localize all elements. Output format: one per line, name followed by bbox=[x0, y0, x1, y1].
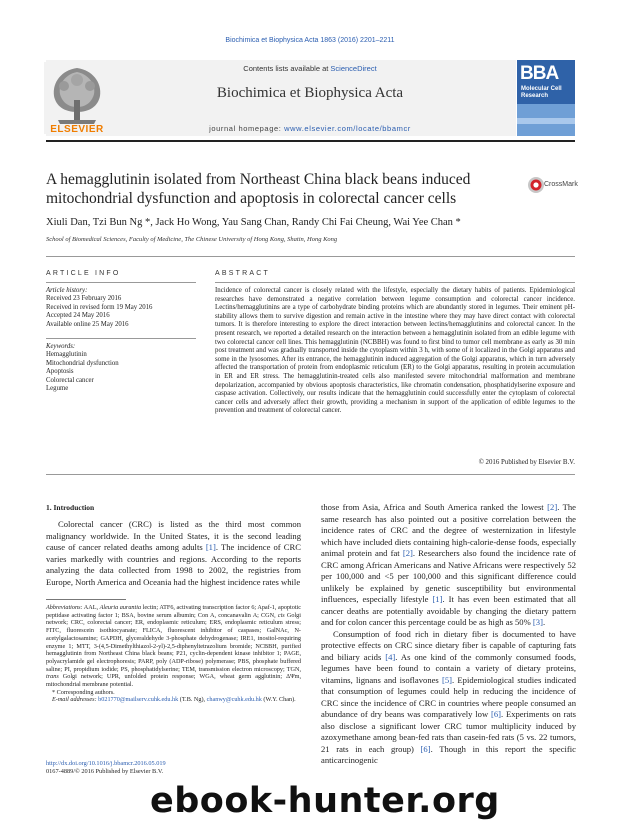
article-info-heading: ARTICLE INFO bbox=[46, 270, 121, 277]
keyword-item: Colorectal cancer bbox=[46, 376, 94, 384]
homepage-prefix: journal homepage: bbox=[209, 124, 285, 133]
watermark-text: ebook-hunter.org bbox=[150, 781, 500, 821]
body-paragraph bbox=[321, 502, 576, 629]
footnote-text: Golgi network; UPR, unfolded protein response; WGA, wheat germ agglutinin; ΔΨm, mitochondrial membrane potential. bbox=[46, 673, 301, 689]
contents-availability-line bbox=[150, 64, 470, 73]
header-divider bbox=[46, 140, 575, 142]
paragraph-text: . Epidemiological studies indicated that consumption of legumes could help in reducing the incidence of CRC since the incidence of CRC in countries where people consumed an abundance of dry beans was comparatively low bbox=[321, 674, 577, 719]
footnote-italic: Aleuria aurantia bbox=[99, 604, 142, 611]
citation-link[interactable]: [6] bbox=[420, 743, 431, 754]
citation-link[interactable]: [5] bbox=[442, 674, 453, 685]
email-link[interactable]: chanwy@cuhk.edu.hk bbox=[206, 696, 262, 704]
footnote-text: (W.Y. Chan). bbox=[261, 696, 296, 704]
paragraph-text: . bbox=[542, 617, 546, 627]
footnote-text: Golgi network; CRC, colorectal cancer; ER, endoplasmic reticulum; ERS, endoplasmic reticulum stress; FITC, fluorescein isothiocyanate; FLICA, fluorescent inhibitor of caspases; GalNAc, N-acetylgalactosamine; GAPDH, glyceraldehyde 3-phosphate dehydrogenase; IRE1, inositol-requiring enzyme 1; MTT, 3-(4,5-Dimethylthiazol-2-yl)-2,5-diphenyltetrazolium bromide; NCBBH, purified hemagglutinin from Northeast China black beans; P21, cyclin-dependent kinase inhibitor 1; PAGE, polyacrylamide gel electrophoresis; PARP, poly (ADP-ribose) polymerase; PBS, phosphate buffered saline; PI, propidium iodide; PS, phosphatidylserine; TEM, transmission electron microscopy; TGN, bbox=[46, 611, 301, 673]
paragraph-text: . It has even been estimated that all cancer deaths are potentially avoidable by changing the dietary pattern and for colon cancer this percentage could be as high as 50% bbox=[321, 594, 576, 627]
journal-reference-link[interactable]: Biochimica et Biophysica Acta 1863 (2016) 2201–2211 bbox=[225, 37, 395, 44]
abbreviations-footnote bbox=[46, 604, 301, 689]
journal-title: Biochimica et Biophysica Acta bbox=[216, 85, 404, 101]
issn-line: 0167-4889/© 2016 Published by Elsevier B.V. bbox=[46, 768, 164, 775]
keywords-list bbox=[46, 343, 196, 393]
right-column-text bbox=[321, 502, 576, 767]
citation-link[interactable]: [1] bbox=[205, 542, 216, 552]
email-label: E-mail addresses: bbox=[52, 696, 97, 704]
body-paragraph bbox=[321, 629, 576, 767]
abstract-copyright: © 2016 Published by Elsevier B.V. bbox=[478, 459, 575, 466]
citation-link[interactable]: [6] bbox=[490, 709, 501, 719]
abbreviations-label: Abbreviations: bbox=[46, 604, 83, 611]
author-affiliation: School of Biomedical Sciences, Faculty of Medicine, The Chinese University of Hong Kong, Shatin, Hong Kong bbox=[46, 236, 338, 243]
footnotes bbox=[46, 604, 301, 704]
email-link[interactable]: b021770@mailserv.cuhk.edu.hk bbox=[98, 696, 179, 704]
contents-prefix: Contents lists available at bbox=[243, 64, 331, 73]
footnote-divider bbox=[46, 599, 126, 600]
abstract-bottom-divider bbox=[46, 474, 575, 475]
corresponding-note: * Corresponding authors. bbox=[52, 688, 115, 696]
homepage-link[interactable]: www.elsevier.com/locate/bbamcr bbox=[284, 124, 411, 133]
citation-link[interactable]: [2] bbox=[547, 502, 558, 512]
author-list: Xiuli Dan, Tzi Bun Ng *, Jack Ho Wong, Yau Sang Chan, Randy Chi Fai Cheung, Wai Yee Chan * bbox=[46, 217, 461, 228]
cover-stripe bbox=[517, 118, 575, 124]
paragraph-text: . Though in this report the specific anticarcinogenic bbox=[321, 743, 576, 765]
article-history bbox=[46, 287, 196, 329]
citation-link[interactable]: [4] bbox=[385, 651, 396, 662]
keywords-divider bbox=[46, 338, 196, 339]
paragraph-text: Consumption of food rich in dietary fiber is documented to have protective effects on CRC since dietary fiber is capable of capturing fats and biliary acids bbox=[321, 628, 576, 662]
footnote-text: AAL, bbox=[82, 604, 100, 611]
email-footnote bbox=[46, 696, 301, 704]
history-item: Available online 25 May 2016 bbox=[46, 320, 129, 328]
keyword-item: Legume bbox=[46, 385, 69, 393]
citation-link[interactable]: [3] bbox=[532, 617, 543, 627]
abstract-heading: ABSTRACT bbox=[215, 270, 270, 277]
citation-link[interactable]: [1] bbox=[432, 594, 443, 604]
abstract-text: Incidence of colorectal cancer is closely related with the lifestyle, especially the dietary habits of patients. Epidemiological researches have demonstrated a negative correlation between legume consumption and colorectal cancer incidence. Lectins/hemagglutinins are a type of carbohydrate binding proteins which are abundantly stored in legumes. Their eminent pH-stability allows them to survive digestion and remain active in the intestine where they may have direct contact with colorectal tumors. It is therefore interesting to explore the direct interaction between lectins/hemagglutinins and colorectal cancer. In the present research, we reported a detailed research on the interaction between a hemagglutinin isolated from an edible legume with two colorectal cancer cell lines. This hemagglutinin (NCBBH) was found to first bind to tumor cell membrane as early as 30 min post treatment and was gradually transported inside the cytoplasm within 3 h, with some of it localized in the Golgi apparatus and some in the lysosomes. After its entrance, the hemagglutinin induced aggregation of the Golgi apparatus, which in turn adversely affected the transportation of protein from endoplasmic reticulum (ER) to the Golgi apparatus, resulting in protein accumulation in ER and ER stress. The hemagglutinin-treated cells also manifested severe mitochondrial malformation and membrane depolarization, accompanied by obvious apoptosis characteristics, like chromatin condensation, phosphatidylserine exposure and caspase activation. Collectively, our results indicate that the hemagglutinin could successfully enter the cytoplasm of colorectal cancer cells and adversely affect their growth, providing a mechanism in support of the application of edible legumes to the prevention and treatment of colorectal cancer. bbox=[215, 287, 575, 415]
footnote-italic: trans bbox=[46, 673, 59, 681]
history-label: Article history: bbox=[46, 287, 88, 294]
sciencedirect-link[interactable]: ScienceDirect bbox=[330, 64, 377, 73]
history-item: Received in revised form 19 May 2016 bbox=[46, 303, 153, 311]
doi-link[interactable]: http://dx.doi.org/10.1016/j.bbamcr.2016.05.019 bbox=[46, 760, 166, 767]
journal-homepage-line bbox=[150, 124, 470, 133]
abstract-divider bbox=[215, 282, 575, 283]
paragraph-text: . The same research has also pointed out a positive correlation between the incidence rates of CRC and the degree of westernization in lifestyle which have included diets containing high-calorie-dense foods, especially animal protein and fat bbox=[321, 502, 576, 558]
title-divider bbox=[46, 256, 575, 257]
article-title: A hemagglutinin isolated from Northeast China black beans induced mitochondrial dysfunction and apoptosis in colorectal cancer cells bbox=[46, 171, 471, 207]
cover-logo: BBA bbox=[520, 63, 559, 84]
footnote-text: lectin; ATF6, activating transcription factor 6; Apaf-1, apoptotic peptidase activating factor 1; BSA, bovine serum albumin; Con A, concanavalin A; CGN, bbox=[46, 604, 302, 619]
elsevier-wordmark: ELSEVIER bbox=[50, 124, 104, 135]
footnote-text: (T.B. Ng), bbox=[178, 696, 207, 704]
footnote-italic: cis bbox=[277, 611, 285, 619]
introduction-heading: 1. Introduction bbox=[46, 503, 95, 512]
citation-link[interactable]: [2] bbox=[402, 548, 413, 558]
keyword-item: Mitochondrial dysfunction bbox=[46, 359, 119, 367]
history-item: Accepted 24 May 2016 bbox=[46, 312, 110, 320]
history-item: Received 23 February 2016 bbox=[46, 295, 122, 303]
paragraph-text: Colorectal cancer (CRC) is listed as the third most common malignancy worldwide. In the United States, it is the second leading cause of cancer related deaths among adults bbox=[46, 519, 301, 552]
article-info-divider bbox=[46, 282, 196, 283]
paragraph-text: . Experiments on rats also disclose a significant lower CRC tumor multiplicity induced by azoxymethane among bean-fed rats than casein-fed rats (5 vs. 22 tumors, 21 rats in each group) bbox=[321, 709, 576, 754]
keyword-item: Apoptosis bbox=[46, 368, 74, 376]
keyword-item: Hemagglutinin bbox=[46, 351, 87, 359]
paragraph-text: those from Asia, Africa and South America ranked the lowest bbox=[321, 502, 548, 512]
introduction-paragraph bbox=[46, 519, 301, 588]
cover-subtitle: Molecular Cell Research bbox=[521, 86, 562, 99]
journal-cover-thumbnail bbox=[517, 60, 575, 136]
paragraph-text: . As one kind of the commonly consumed foods, legumes have been found to contain a variety of dietary proteins, vitamins, lignans and isoflavones bbox=[321, 651, 576, 685]
paragraph-text: . The incidence of CRC varies markedly with countries and regions. According to the reports analyzing the data collected from 1998 to 2002, the registries from Europe, North America and Oceania had the highest incidence rates while bbox=[46, 542, 301, 587]
paragraph-text: . Researchers also found the incidence rate of CRC among African Americans and Native Africans were respectively 52 per 100,000 and <5 per 100,000 and this significant difference could unlikely be explained by genetic susceptibility but environmental influences, especially lifestyle bbox=[321, 548, 576, 604]
keywords-label: Keywords: bbox=[46, 343, 76, 350]
crossmark-label[interactable]: CrossMark bbox=[544, 181, 578, 188]
